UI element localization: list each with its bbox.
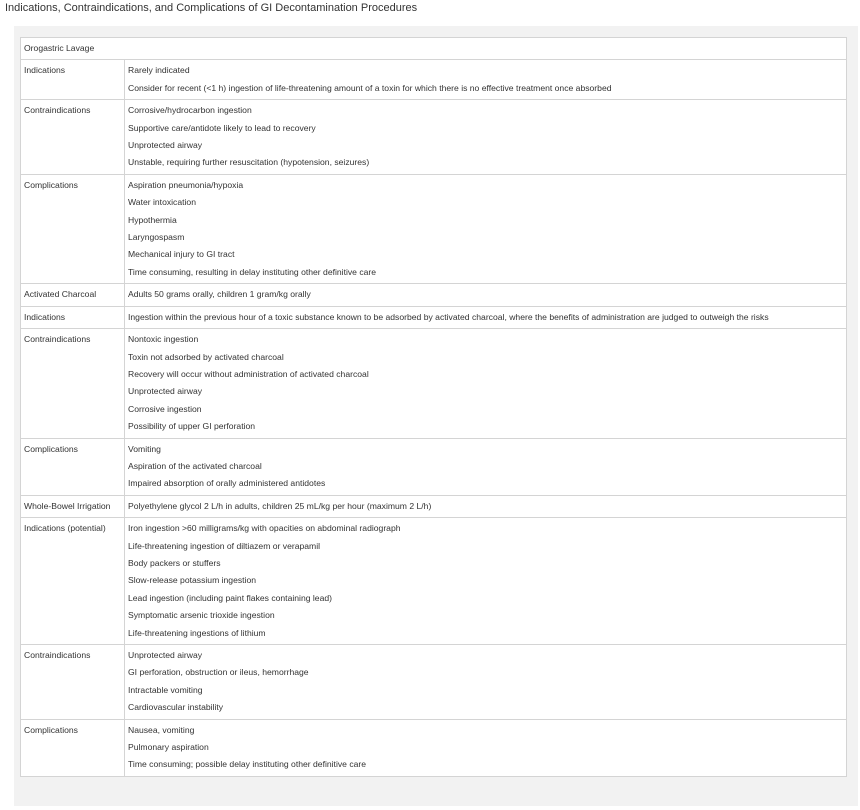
table-row [21,100,847,175]
table-row [21,60,847,100]
content-line: GI perforation, obstruction or ileus, hemorrhage [128,667,309,678]
content-line: Ingestion within the previous hour of a toxic substance known to be adsorbed by activated charcoal, where the benefits of administration are judged to outweigh the risks [128,311,769,322]
row-label: Activated Charcoal [21,284,125,306]
content-line: Water intoxication [128,197,196,208]
page-title: Indications, Contraindications, and Complications of GI Decontamination Procedures [5,2,418,14]
content-line: Life-threatening ingestion of diltiazem or verapamil [128,540,321,551]
content-line: Supportive care/antidote likely to lead to recovery [128,122,316,133]
row-content [125,306,847,328]
content-line: Impaired absorption of orally administered antidotes [128,478,326,489]
content-line: Pulmonary aspiration [128,742,209,753]
content-line: Cardiovascular instability [128,702,224,713]
content-line: Aspiration pneumonia/hypoxia [128,179,244,190]
row-label: Contraindications [21,645,125,720]
row-label: Whole-Bowel Irrigation [21,495,125,517]
content-line: Life-threatening ingestions of lithium [128,627,266,638]
content-line: Nausea, vomiting [128,724,195,735]
row-label: Complications [21,438,125,495]
content-line: Hypothermia [128,214,177,225]
content-line: Body packers or stuffers [128,557,221,568]
content-line: Intractable vomiting [128,684,203,695]
row-content [125,719,847,776]
table-row [21,174,847,283]
content-line: Nontoxic ingestion [128,334,199,345]
table-row [21,306,847,328]
table-body [21,38,847,777]
row-content [125,174,847,283]
row-label: Indications (potential) [21,518,125,645]
content-line: Aspiration of the activated charcoal [128,460,262,471]
table-row [21,719,847,776]
table-row [21,329,847,438]
row-label: Complications [21,174,125,283]
row-label: Contraindications [21,100,125,175]
content-line: Laryngospasm [128,232,185,243]
content-line: Recovery will occur without administration of activated charcoal [128,368,369,379]
content-line: Mechanical injury to GI tract [128,249,235,260]
row-label: Complications [21,719,125,776]
content-line: Iron ingestion >60 milligrams/kg with opacities on abdominal radiograph [128,523,401,534]
content-line: Polyethylene glycol 2 L/h in adults, children 25 mL/kg per hour (maximum 2 L/h) [128,500,432,511]
content-line: Time consuming, resulting in delay instituting other definitive care [128,266,377,277]
content-line: Consider for recent (<1 h) ingestion of life-threatening amount of a toxin for which there is no effective treatment once absorbed [128,82,612,93]
content-line: Corrosive/hydrocarbon ingestion [128,105,252,116]
decontamination-table [20,37,847,777]
table-row [21,518,847,645]
content-line: Symptomatic arsenic trioxide ingestion [128,610,275,621]
content-line: Corrosive ingestion [128,403,202,414]
table-header-cell: Orogastric Lavage [21,38,847,60]
table-header-row [21,38,847,60]
content-line: Lead ingestion (including paint flakes containing lead) [128,592,333,603]
content-line: Slow-release potassium ingestion [128,575,257,586]
row-content [125,518,847,645]
content-line: Possibility of upper GI perforation [128,421,256,432]
table-row [21,284,847,306]
row-content [125,60,847,100]
row-label: Indications [21,306,125,328]
content-line: Vomiting [128,443,161,454]
row-content [125,495,847,517]
row-content [125,284,847,306]
table-row [21,645,847,720]
row-content [125,100,847,175]
table-row [21,495,847,517]
content-line: Unprotected airway [128,386,203,397]
row-content [125,329,847,438]
content-line: Time consuming; possible delay instituting other definitive care [128,759,367,770]
row-content [125,438,847,495]
row-label: Contraindications [21,329,125,438]
content-line: Unprotected airway [128,140,203,151]
row-content [125,645,847,720]
table-row [21,438,847,495]
content-line: Unstable, requiring further resuscitation (hypotension, seizures) [128,157,370,168]
content-line: Rarely indicated [128,65,190,76]
content-line: Unprotected airway [128,650,203,660]
row-label: Indications [21,60,125,100]
content-line: Adults 50 grams orally, children 1 gram/kg orally [128,289,311,300]
content-line: Toxin not adsorbed by activated charcoal [128,351,284,362]
